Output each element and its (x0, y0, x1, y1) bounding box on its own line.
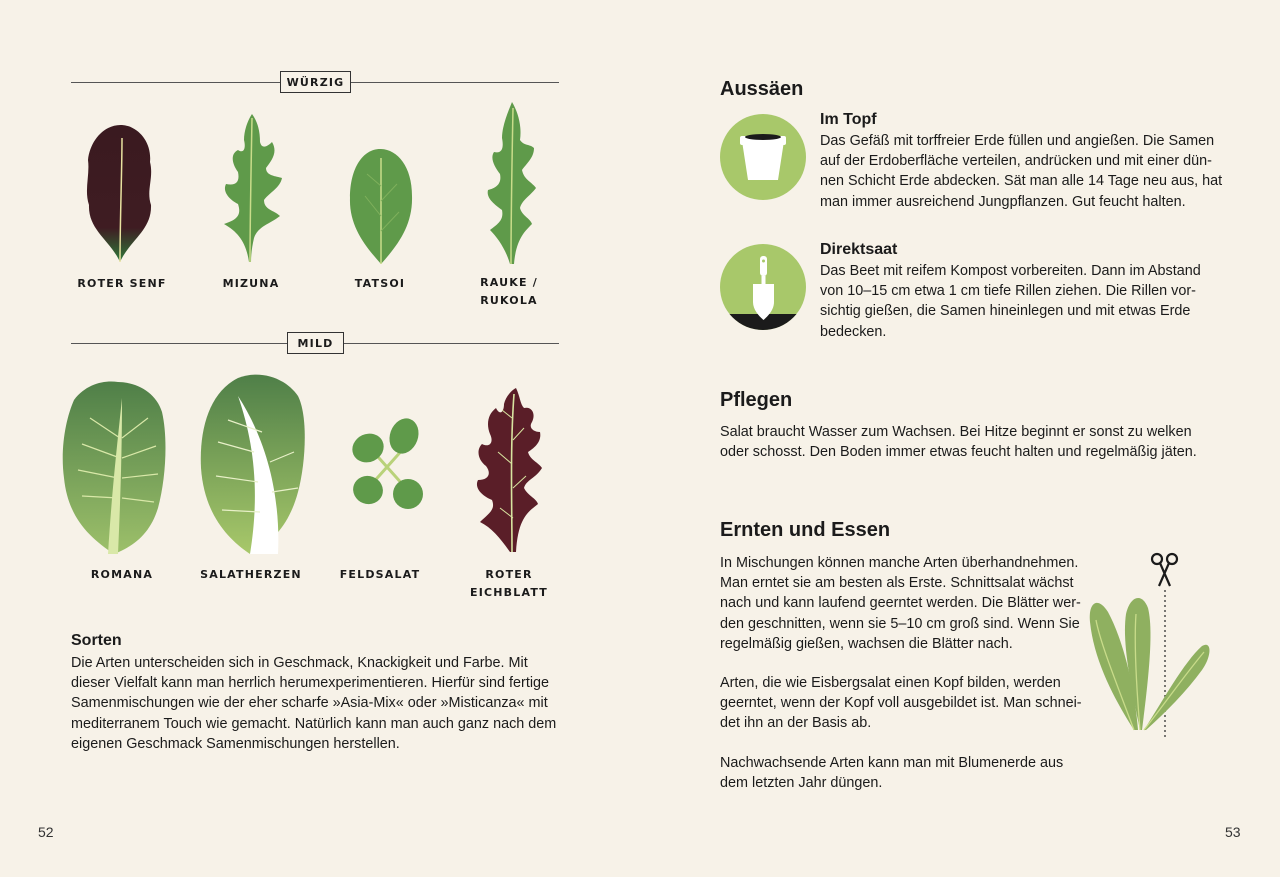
plant-label-lettuce-heart: SALATHERZEN (200, 568, 302, 581)
page-number-left: 52 (38, 824, 54, 840)
mizuna-leaf-icon (216, 112, 286, 264)
lettuce-heart-leaf-icon (198, 372, 308, 556)
plant-label-lambs-lettuce: FELDSALAT (339, 568, 421, 581)
ernten-paragraph-2: Arten, die wie Eisbergsalat einen Kopf bilden, werden geerntet, wenn der Kopf voll ausgebildet ist. Man schnei- det ihn an der Basis ab. (720, 675, 1082, 732)
topf-text: Das Gefäß mit torffreier Erde füllen und angießen. Die Samen auf der Erdoberfläche verteilen, andrücken und mit einer dün- nen Schicht Erde abdecken. Sät man alle 14 Tage neu aus, hat man immer ausreichend Jungpflanzen. Gut feucht halten. (820, 133, 1223, 210)
red-oak-leaf-icon (470, 388, 546, 554)
plant-label-red-oak: ROTER EICHBLATT (470, 568, 548, 599)
flower-pot-icon (720, 114, 806, 200)
tatsoi-leaf-icon (347, 146, 415, 266)
direktsaat-text: Das Beet mit reifem Kompost vorbereiten. Dann im Abstand von 10–15 cm etwa 1 cm tiefe Rillen ziehen. Die Rillen vor- sichtig gießen, die Samen hineinlegen und mit etwas Erde bedecken. (820, 263, 1201, 340)
pflegen-text: Salat braucht Wasser zum Wachsen. Bei Hitze beginnt er sonst zu welken oder schosst. Den Boden immer etwas feucht halten und regelmäßig jäten. (720, 424, 1197, 461)
arugula-leaf-icon (482, 100, 538, 266)
aussaeen-heading: Aussäen (720, 78, 804, 100)
trowel-icon (720, 244, 806, 330)
plant-label-red-mustard: ROTER SENF (77, 277, 167, 290)
scissors-cut-lettuce-icon (1086, 552, 1212, 740)
ernten-paragraph-1: In Mischungen können manche Arten überhandnehmen. Man erntet sie am besten als Erste. Schnittsalat wächst nach und kann laufend geerntet werden. Die Blätter wer- den geschnitten, wenn sie 5–10 cm groß sind. Wenn Sie regelmäßig gießen, wachsen die Blätter nach. (720, 555, 1081, 652)
ernten-paragraph-3: Nachwachsende Arten kann man mit Blumenerde aus dem letzten Jahr düngen. (720, 755, 1064, 792)
plant-label-arugula: RAUKE / RUKOLA (480, 276, 538, 307)
topf-heading: Im Topf (820, 111, 877, 128)
page-number-right: 53 (1225, 824, 1241, 840)
lambs-lettuce-icon (348, 416, 426, 512)
romaine-leaf-icon (60, 378, 168, 556)
plant-label-mizuna: MIZUNA (222, 277, 280, 290)
plant-label-tatsoi: TATSOI (354, 277, 406, 290)
sorten-heading: Sorten (71, 632, 122, 649)
sorten-text: Die Arten unterscheiden sich in Geschmack, Knackigkeit und Farbe. Mit dieser Vielfalt kann man herrlich herumexperimentieren. Hierfür sind fertige Samenmischungen wie der eher scharfe »Asia-Mix« oder »Misticanza« mit mediterranem Touch wie gemacht. Natürlich kann man auch ganz nach dem eigenen Geschmack Samenmischungen herstellen. (71, 655, 557, 752)
red-mustard-leaf-icon (80, 120, 160, 265)
direktsaat-heading: Direktsaat (820, 241, 898, 258)
ernten-heading: Ernten und Essen (720, 519, 891, 541)
group-label-mild: MILD (287, 332, 344, 354)
pflegen-heading: Pflegen (720, 389, 793, 411)
plant-label-romaine: ROMANA (90, 568, 154, 581)
group-label-spicy: WÜRZIG (280, 71, 351, 93)
